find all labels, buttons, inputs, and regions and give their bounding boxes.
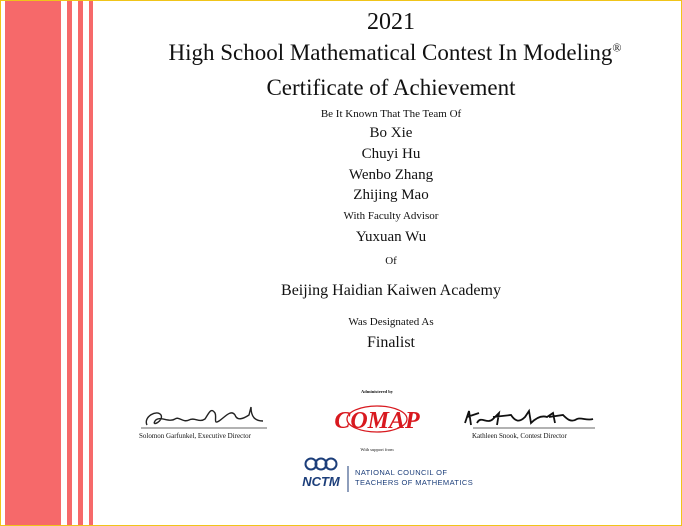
certificate-year: 2021 xyxy=(367,9,415,35)
administered-by-label: Administered by xyxy=(360,389,394,394)
signature-right xyxy=(459,405,599,433)
right-signature-caption: Kathleen Snook, Contest Director xyxy=(472,432,567,440)
decorative-stripe xyxy=(78,1,83,525)
designation-label: Was Designated As xyxy=(348,316,434,328)
certificate-title: Certificate of Achievement xyxy=(266,75,516,100)
nctm-name xyxy=(355,468,485,488)
contest-name xyxy=(101,40,682,66)
team-member: Chuyi Hu xyxy=(361,146,421,162)
team-member: Wenbo Zhang xyxy=(348,167,434,183)
designation: Finalist xyxy=(366,334,415,351)
decorative-red-band xyxy=(5,1,61,525)
of-label: Of xyxy=(385,255,397,267)
advisor-label: With Faculty Advisor xyxy=(343,210,439,222)
contest-name-text: High School Mathematical Contest In Modeling xyxy=(168,40,613,65)
team-member: Zhijing Mao xyxy=(353,187,429,203)
nctm-logo xyxy=(299,454,349,494)
with-support-label: With support from xyxy=(360,447,394,452)
registered-mark: ® xyxy=(612,40,622,55)
school-name: Beijing Haidian Kaiwen Academy xyxy=(281,282,501,299)
decorative-stripe xyxy=(67,1,72,525)
team-member: Bo Xie xyxy=(369,125,413,141)
nctm-line-2: TEACHERS OF MATHEMATICS xyxy=(355,478,474,487)
comap-logo xyxy=(331,397,423,447)
decorative-stripe xyxy=(89,1,93,525)
signature-left xyxy=(139,403,269,433)
nctm-line-1: NATIONAL COUNCIL OF xyxy=(355,468,448,477)
nctm-abbrev: NCTM xyxy=(302,474,340,489)
left-signature-caption: Solomon Garfunkel, Executive Director xyxy=(139,432,251,440)
advisor-name: Yuxuan Wu xyxy=(355,229,427,245)
team-intro: Be It Known That The Team Of xyxy=(320,108,462,120)
comap-logo-text: COMAP xyxy=(334,408,420,434)
